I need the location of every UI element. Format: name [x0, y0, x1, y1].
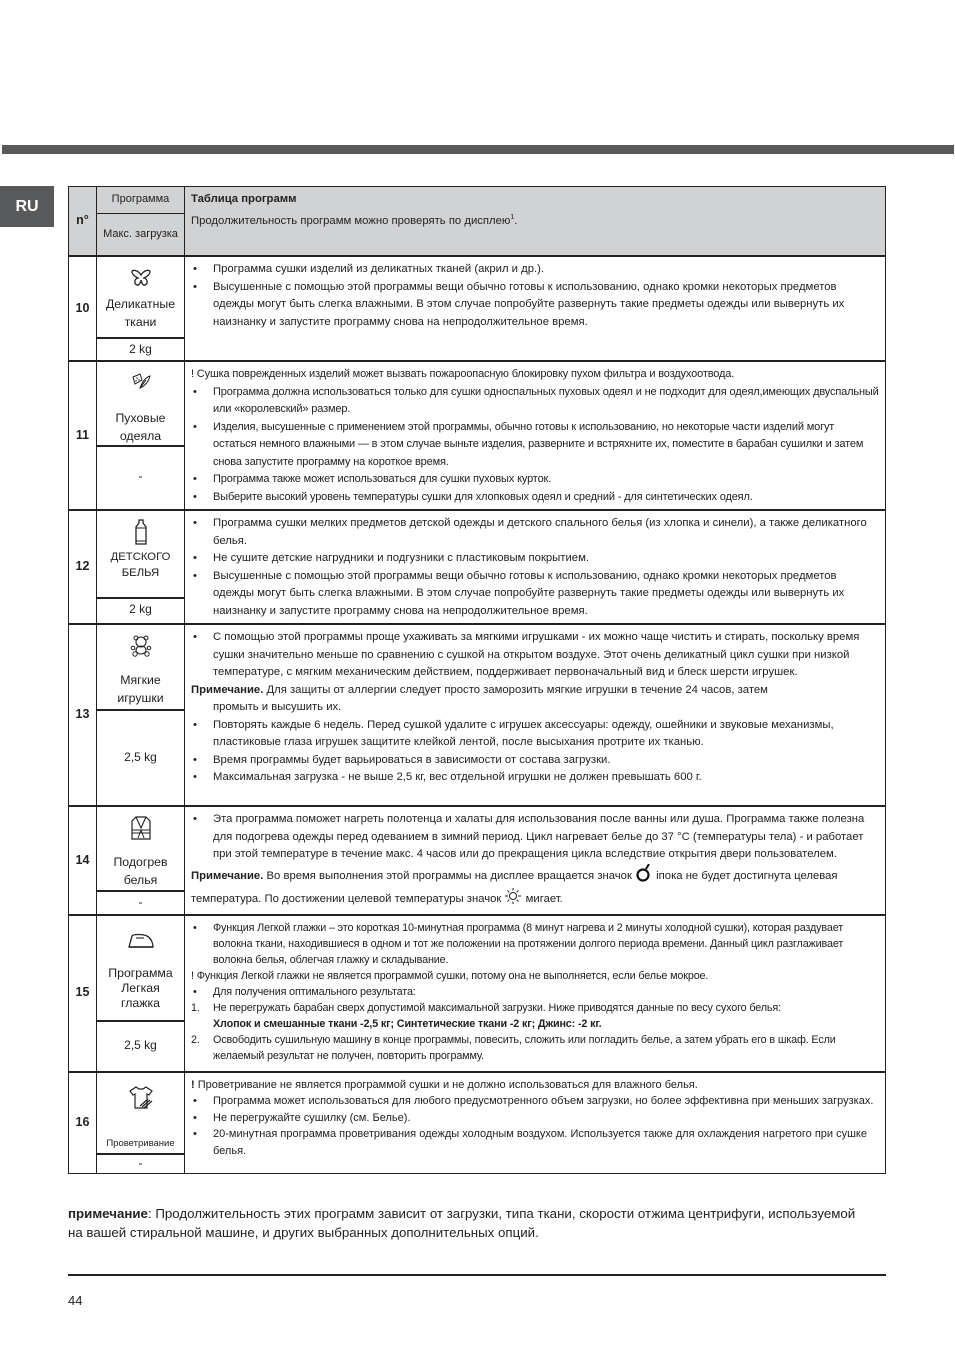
program-name-line: одеяла [119, 429, 162, 443]
bullet-list [191, 811, 879, 864]
bullet-item: • Программа сушки изделий из деликатных тканей (акрил и др.). [191, 261, 879, 279]
bullet-item: • 20-минутная программа проветривания одежды холодным воздухом. Используется также для охлаждения нагретого при сушке белья. [191, 1126, 879, 1159]
program-name [111, 549, 171, 581]
header-description [185, 187, 886, 257]
item-number: 1. [191, 1001, 200, 1014]
bullet-list [191, 515, 879, 620]
program-description [185, 510, 886, 624]
bullet-item: • Не перегружайте сушилку (см. Белье). [191, 1110, 879, 1127]
max-load: 2,5 kg [124, 750, 157, 765]
warning-text: ! Функция Легкой глажки не является программой сушки, потому она не выполняется, если белье мокрое. [191, 969, 709, 982]
table-row [69, 806, 886, 915]
bullet-item: • Высушенные с помощью этой программы вещи обычно готовы к использованию, однако кромки некоторых предметов одежды могут быть слегка влажными. В этом случае попробуйте развернуть такие предметы одежды или вывернуть их наизнанку и запустите программу снова на непродолжительное время. [191, 279, 879, 332]
program-name-cell [97, 625, 184, 711]
program-name-line: Подогрев [113, 855, 168, 869]
iron-icon [126, 928, 156, 954]
teddy-bear-icon [126, 633, 156, 659]
bullet-item: • Эта программа поможет нагреть полотенца и халаты для использования после ванны или душа. Программа также полезна для подогрева одежды перед одеванием в зимний период. Цикл нагревает белье до 37 °C (температуры тела) - и работает при этой температуре в течение макс. 4 часов или до прекращения цикла вследствие открытия двери пользователем. [191, 811, 879, 864]
note [191, 864, 879, 911]
program-description [185, 624, 886, 806]
bullet-item: • Время программы будет варьироваться в зависимости от состава загрузки. [191, 752, 879, 770]
max-load: - [138, 894, 143, 909]
baby-bottle-icon [126, 519, 156, 545]
bullet-item: • Повторять каждые 6 недель. Перед сушкой удалите с игрушек аксессуары: одежду, ошейники и звуковые механизмы, пластиковые глаза игрушек защитите клейкой лентой, после высыхания протрите их тканью. [191, 717, 879, 752]
table-row [69, 256, 886, 361]
item-text: Освободить сушильную машину в конце программы, повесить, сложить или погладить белье, а затем убрать его в шкаф. Если желаемый результат не получен, повторить программу. [213, 1033, 836, 1062]
header-bar [2, 145, 954, 154]
program-number: 13 [69, 624, 97, 806]
program-cell [97, 915, 185, 1072]
program-number: 10 [69, 256, 97, 361]
subtitle-text: Продолжительность программ можно проверять по дисплею [191, 214, 511, 227]
item-number: 2. [191, 1033, 200, 1046]
warning-text [191, 1077, 879, 1094]
bullet-item: • Максимальная загрузка - не выше 2,5 кг, вес отдельной игрушки не должен превышать 600 г. [191, 769, 879, 787]
butterfly-icon [126, 265, 156, 291]
bullet-item: • Функция Легкой глажки – это короткая 10-минутная программа (8 минут нагрева и 2 минуты холодной сушки), которая раздувает волокна ткани, находившиеся в одном и тот же положении на протяжении долгого периода времени. Данный цикл разглаживает волокна белья, облегчая глажку и складывание. [191, 920, 879, 968]
max-load: 2,5 kg [124, 1038, 157, 1053]
program-description [185, 915, 886, 1072]
program-cell [97, 256, 185, 361]
table-row [69, 624, 886, 806]
table-title: Таблица программ [191, 193, 297, 205]
bullet-list [191, 920, 879, 968]
bullet-item: • Программа должна использоваться только для сушки односпальных пуховых одеял и не подходит для одеял,имеющих двуспальный или «королевский» размер. [191, 384, 879, 419]
subtitle-end: . [514, 214, 518, 227]
program-name [108, 966, 172, 1011]
table-row [69, 1072, 886, 1174]
table-row [69, 361, 886, 510]
bullet-list [191, 1093, 879, 1159]
note [191, 682, 879, 700]
program-cell [97, 510, 185, 624]
warning-body: Проветривание не является программой сушки и не должно использоваться для влажного белья. [194, 1078, 698, 1091]
program-table [68, 186, 886, 1174]
program-number: 15 [69, 915, 97, 1072]
footnote-label: примечание [68, 1206, 148, 1221]
program-name-line: БЕЛЬЯ [121, 567, 160, 579]
max-load: - [138, 1155, 143, 1170]
program-cell [97, 806, 185, 915]
program-name-line: ткани [124, 315, 157, 329]
bullet-item: • Программа сушки мелких предметов детской одежды и детского спального белья (из хлопка и синели), а также деликатного белья. [191, 515, 879, 550]
program-number: 14 [69, 806, 97, 915]
note-continuation: промыть и высушить их. [213, 701, 342, 713]
program-number: 16 [69, 1072, 97, 1174]
bullet-item: • Высушенные с помощью этой программы вещи обычно готовы к использованию, однако кромки некоторых предметов одежды могут быть слегка влажными. В этом случае попробуйте развернуть такие предметы одежды или вывернуть их наизнанку и запустите программу снова на непродолжительное время. [191, 568, 879, 621]
program-name-cell [97, 916, 184, 1022]
note-text: Во время выполнения этой программы на дисплее вращается значок [263, 869, 636, 882]
bullet-list [191, 261, 879, 331]
header-number-label: n° [76, 213, 89, 228]
program-name-line: Мягкие [120, 673, 161, 687]
header-max-load: Макс. загрузка [103, 228, 178, 240]
program-name-line: ДЕТСКОГО [110, 551, 171, 563]
bullet-item: • Не сушите детские нагрудники и подгузники с пластиковым покрытием. [191, 550, 879, 568]
note-label: Примечание. [191, 683, 264, 696]
numbered-item [191, 1000, 879, 1032]
bullet-list [191, 717, 879, 787]
program-name [106, 1135, 174, 1153]
program-name-cell [97, 1073, 184, 1155]
bullet-item: • С помощью этой программы проще ухаживать за мягкими игрушками - их можно чаще чистить и стирать, поскольку время сушки значительно меньше по сравнению с сушкой на открытом воздухе. Этот очень деликатный цикл сушки при низкой температуре, с мягким механическим действием, поддерживает первоначальный вид и блеск шерсти игрушек. [191, 629, 879, 682]
header-program-col [97, 187, 185, 257]
program-cell [97, 361, 185, 510]
sun-temperature-icon [504, 888, 522, 911]
program-cell [97, 624, 185, 806]
header-program: Программа [97, 187, 184, 214]
warning-mark: ! [191, 1078, 195, 1091]
shirt-airing-icon [126, 1085, 156, 1111]
program-name-line: Программа [108, 965, 173, 980]
program-description [185, 256, 886, 361]
bullet-item: • Программа также может использоваться для сушки пуховых курток. [191, 471, 879, 489]
table-header-row [69, 187, 886, 257]
table-subtitle [191, 209, 879, 230]
footnote-text: : Продолжительность этих программ зависит от загрузки, типа ткани, скорости отжима центрифуги, используемой на вашей стиральной машине, и других выбранных дополнительных опций. [68, 1206, 856, 1240]
bullet-item: • Для получения оптимального результата: [191, 984, 879, 1000]
program-name [113, 853, 167, 889]
note-text: іпока не будет достигнута целевая температура. По достижении целевой температуры значок [191, 869, 838, 906]
footer-divider [68, 1274, 886, 1276]
program-description [185, 361, 886, 510]
note-text: Для защиты от аллергии следует просто заморозить мягкие игрушки в течение 24 часов, затем [263, 683, 768, 696]
page-number: 44 [68, 1293, 83, 1308]
program-name-line: Пуховые [115, 411, 166, 425]
program-name-cell [97, 511, 184, 599]
warning-text: ! Сушка поврежденных изделий может вызвать пожароопасную блокировку пухом фильтра и воздухоотвода. [191, 368, 735, 380]
bullet-list [191, 984, 879, 1000]
footnote-marker: 1 [510, 213, 515, 221]
language-code: RU [15, 197, 39, 215]
note-text: мигает. [522, 893, 563, 906]
program-name-line: игрушки [117, 691, 164, 705]
max-load: 2 kg [129, 601, 152, 616]
program-number: 11 [69, 361, 97, 510]
program-name [115, 409, 165, 445]
program-name-line: Проветривание [106, 1137, 175, 1149]
bullet-list [191, 384, 879, 507]
bullet-item: • Программа может использоваться для любого предусмотренного объем загрузки, но более эффективна при меньших загрузках. [191, 1093, 879, 1110]
note-label: Примечание. [191, 869, 264, 882]
program-description [185, 806, 886, 915]
table-row [69, 510, 886, 624]
max-load: - [138, 469, 143, 484]
bullet-item: • Выберите высокий уровень температуры сушки для хлопковых одеял и средний - для синтетических одеял. [191, 489, 879, 507]
duvet-feather-icon [126, 370, 156, 393]
bullet-list [191, 629, 879, 682]
language-tab [0, 186, 54, 227]
program-name [106, 295, 175, 331]
numbered-list [191, 1000, 879, 1064]
program-number: 12 [69, 510, 97, 624]
program-name-cell [97, 807, 184, 892]
spinning-indicator-icon [635, 864, 653, 889]
program-name-cell [97, 362, 184, 447]
footnote [68, 1204, 868, 1242]
program-cell [97, 1072, 185, 1174]
max-load: 2 kg [129, 341, 152, 356]
header-number [69, 187, 97, 257]
program-name-line: глажка [121, 995, 160, 1010]
program-name [117, 671, 163, 707]
bathrobe-icon [126, 815, 156, 841]
item-bold-text: Хлопок и смешанные ткани -2,5 кг; Синтетические ткани -2 кг; Джинс: -2 кг. [213, 1017, 602, 1030]
bullet-item: • Изделия, высушенные с применением этой программы, обычно готовы к использованию, но некоторые части изделий могут остаться немного влажными — в этом случае выньте изделия, разверните и встряхните их, поместите в барабан сушилки и затем снова запустите программу на короткое время. [191, 419, 879, 472]
numbered-item [191, 1032, 879, 1064]
program-name-line: Легкая [121, 980, 160, 995]
program-description [185, 1072, 886, 1174]
table-row [69, 915, 886, 1072]
program-name-line: белья [123, 873, 158, 887]
program-name-cell [97, 257, 184, 339]
program-name-line: Деликатные [105, 297, 176, 311]
item-text: Не перегружать барабан сверх допустимой максимальной загрузки. Ниже приводятся данные по весу сухого белья: [213, 1001, 781, 1014]
